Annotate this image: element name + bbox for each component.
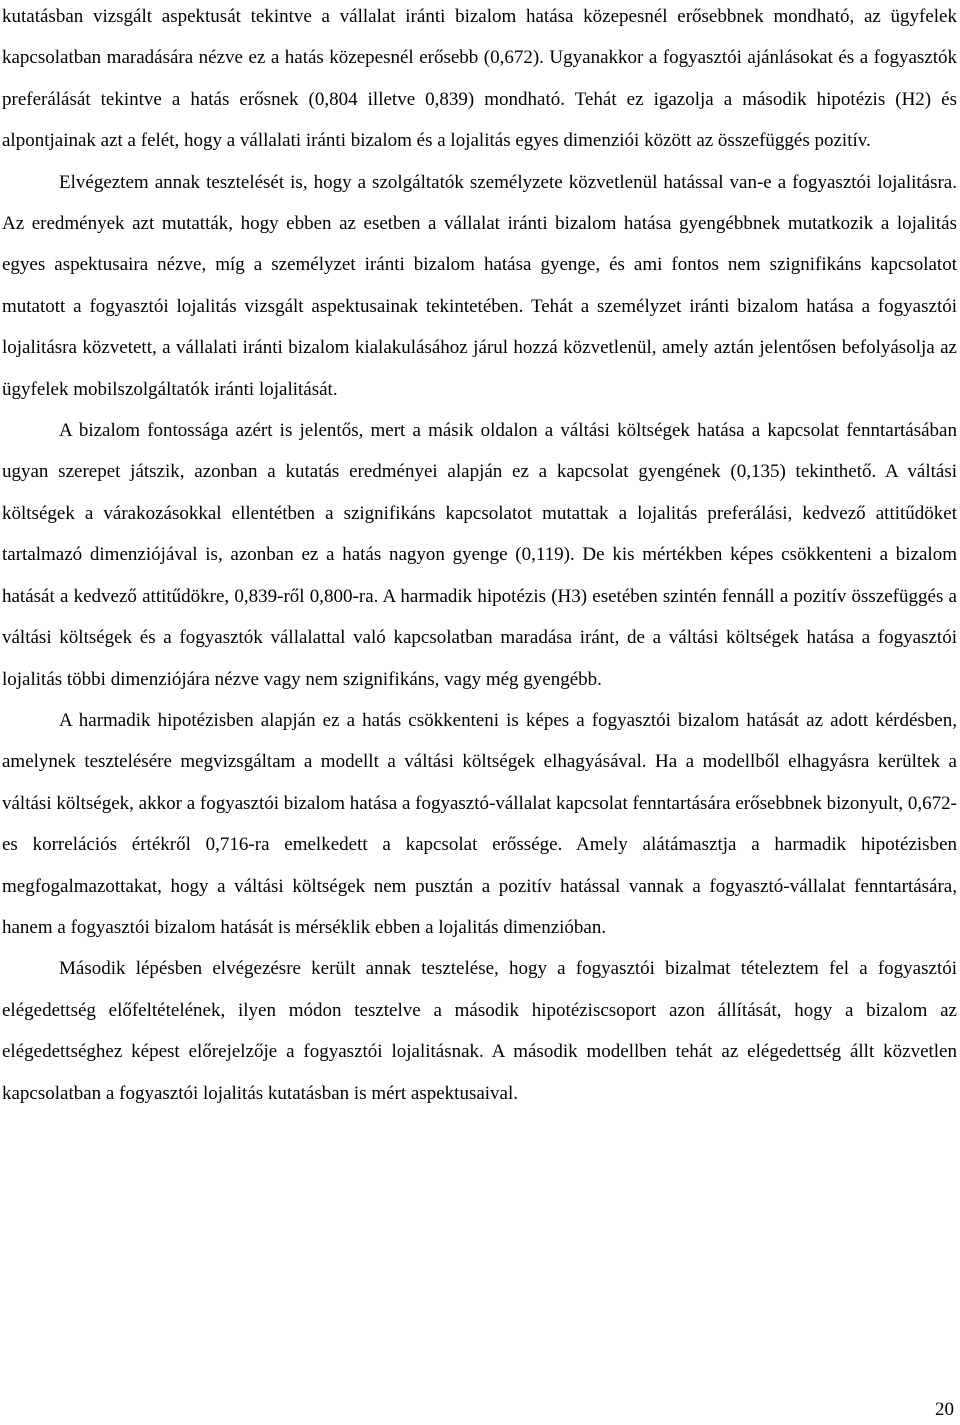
page-number: 20	[935, 1399, 954, 1420]
paragraph-switching-costs: A bizalom fontossága azért is jelentős, mert a másik oldalon a váltási költségek hatása a kapcsolat fenntartásában ugyan szerepet játszik, azonban a kutatás eredményei alapján ez a kapcsolat gyengének (0,135) tekinthető. A váltási költségek a várakozásokkal ellentétben a szignifikáns kapcsolatot mutattak a lojalitás preferálási, kedvező attitűdöket tartalmazó dimenziójával is, azonban ez a hatás nagyon gyenge (0,119). De kis mértékben képes csökkenteni a bizalom hatását a kedvező attitűdökre, 0,839-ről 0,800-ra. A harmadik hipotézis (H3) esetében szintén fennáll a pozitív összefüggés a váltási költségek és a fogyasztók vállalattal való kapcsolatban maradása iránt, de a váltási költségek hatása a fogyasztói lojalitás többi dimenziójára nézve vagy nem szignifikáns, vagy még gyengébb.	[2, 420, 957, 690]
document-page	[2, 0, 957, 1114]
paragraph-third-hypothesis: A harmadik hipotézisben alapján ez a hatás csökkenteni is képes a fogyasztói bizalom hatását az adott kérdésben, amelynek tesztelésére megvizsgáltam a modellt a váltási költségek elhagyásával. Ha a modellből elhagyásra kerültek a váltási költségek, akkor a fogyasztói bizalom hatása a fogyasztó-vállalat kapcsolat fenntartására erősebbnek bizonyult, 0,672-es korrelációs értékről 0,716-ra emelkedett a kapcsolat erőssége. Amely alátámasztja a harmadik hipotézisben megfogalmazottakat, hogy a váltási költségek nem pusztán a pozitív hatással vannak a fogyasztó-vállalat fenntartására, hanem a fogyasztói bizalom hatását is mérséklik ebben a lojalitás dimenzióban.	[2, 709, 957, 938]
paragraph-continuation: kutatásban vizsgált aspektusát tekintve a vállalat iránti bizalom hatása közepesnél erősebbnek mondható, az ügyfelek kapcsolatban maradására nézve ez a hatás közepesnél erősebb (0,672). Ugyanakkor a fogyasztói ajánlásokat és a fogyasztók preferálását tekintve a hatás erősnek (0,804 illetve 0,839) mondható. Tehát ez igazolja a második hipotézis (H2) és alpontjainak azt a felét, hogy a vállalati iránti bizalom és a lojalitás egyes dimenziói között az összefüggés pozitív.	[2, 6, 957, 152]
paragraph-personnel-trust: Elvégeztem annak tesztelését is, hogy a szolgáltatók személyzete közvetlenül hatással van-e a fogyasztói lojalitásra. Az eredmények azt mutatták, hogy ebben az esetben a vállalat iránti bizalom hatása gyengébbnek mutatkozik a lojalitás egyes aspektusaira nézve, míg a személyzet iránti bizalom hatása gyenge, és ami fontos nem szignifikáns kapcsolatot mutatott a fogyasztói lojalitás vizsgált aspektusainak tekintetében. Tehát a személyzet iránti bizalom hatása a fogyasztói lojalitásra közvetett, a vállalati iránti bizalom kialakulásához járul hozzá közvetlenül, amely aztán jelentősen befolyásolja az ügyfelek mobilszolgáltatók iránti lojalitását.	[2, 171, 957, 400]
paragraph-second-step: Második lépésben elvégezésre került annak tesztelése, hogy a fogyasztói bizalmat tételeztem fel a fogyasztói elégedettség előfeltételének, ilyen módon tesztelve a második hipotéziscsoport azon állítását, hogy a bizalom az elégedettséghez képest előrejelzője a fogyasztói lojalitásnak. A második modellben tehát az elégedettség állt közvetlen kapcsolatban a fogyasztói lojalitás kutatásban is mért aspektusaival.	[2, 958, 957, 1104]
